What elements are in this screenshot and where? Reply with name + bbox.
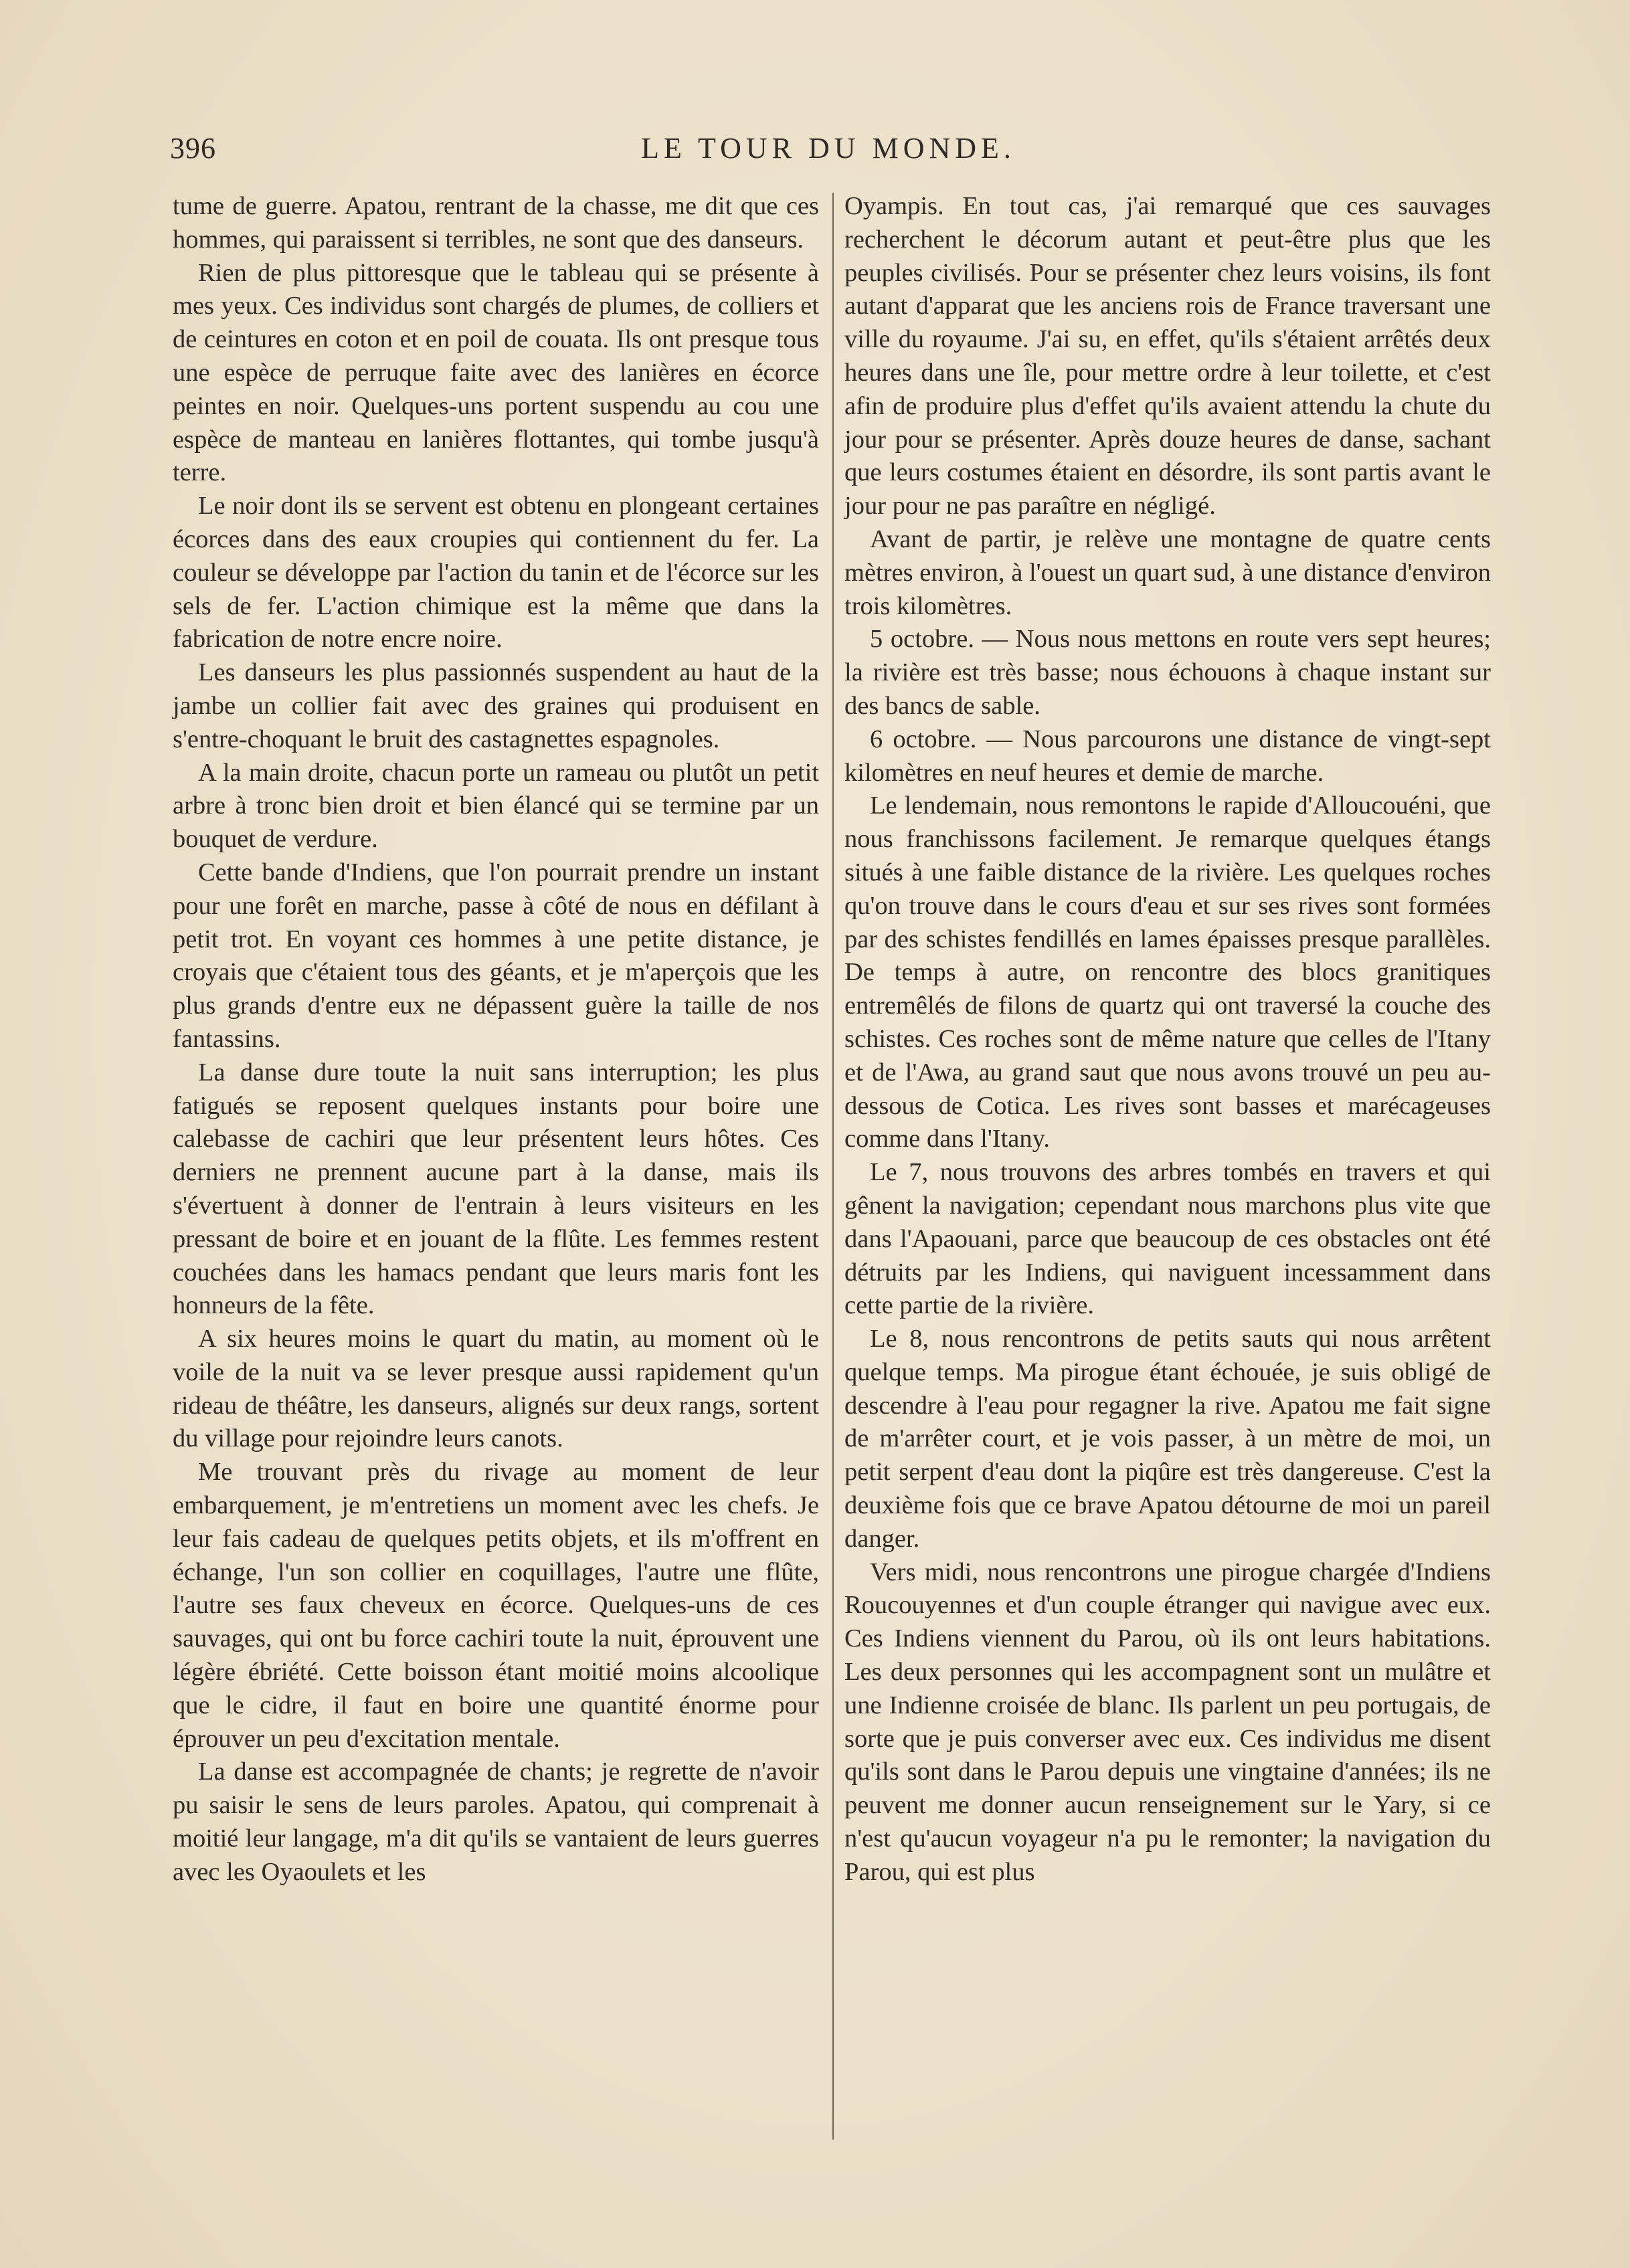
paragraph: Avant de partir, je relève une montagne de quatre cents mètres environ, à l'ouest un quart sud, à une distance d'environ trois kilomètres. (844, 525, 1491, 620)
running-title: LE TOUR DU MONDE. (641, 132, 1016, 165)
paragraph: La danse dure toute la nuit sans interruption; les plus fatigués se reposent quelques instants pour boire une calebasse de cachiri que leur présentent leurs hôtes. Ces derniers ne prennent aucune part à la danse, mais ils s'évertuent à donner de l'entrain à leurs visiteurs en les pressant de boire et en jouant de la flûte. Les femmes restent couchées dans les hamacs pendant que leurs maris font les honneurs de la fête. (173, 1058, 819, 1320)
paragraph: A la main droite, chacun porte un rameau ou plutôt un petit arbre à tronc bien droit et bien élancé qui se termine par un bouquet de verdure. (173, 758, 819, 854)
paragraph: Le 7, nous trouvons des arbres tombés en travers et qui gênent la navigation; cependant nous marchons plus vite que dans l'Apaouani, parce que beaucoup de ces obstacles ont été détruits par les Indiens, qui naviguent incessamment dans cette partie de la rivière. (844, 1158, 1491, 1320)
paragraph: Rien de plus pittoresque que le tableau qui se présente à mes yeux. Ces individus sont chargés de plumes, de colliers et de ceintures en coton et en poil de couata. Ils ont presque tous une espèce de perruque faite avec des lanières en écorce peintes en noir. Quelques-uns portent suspendu au cou une espèce de manteau en lanières flottantes, qui tombe jusqu'à terre. (173, 258, 819, 487)
paragraph: Le lendemain, nous remontons le rapide d'Alloucouéni, que nous franchissons facilement. Je remarque quelques étangs situés à une faible distance de la rivière. Les quelques roches qu'on trouve dans le cours d'eau et sur ses rives sont formées par des schistes fendillés en lames épaisses presque parallèles. De temps à autre, on rencontre des blocs granitiques entremêlés de filons de quartz qui ont traversé la couche des schistes. Ces roches sont de même nature que celles de l'Itany et de l'Awa, au grand saut que nous avons trouvé un peu au-dessous de Cotica. Les rives sont basses et marécageuses comme dans l'Itany. (844, 791, 1491, 1153)
paragraph: Vers midi, nous rencontrons une pirogue chargée d'Indiens Roucouyennes et d'un couple étranger qui navigue avec eux. Ces Indiens viennent du Parou, où ils ont leurs habitations. Les deux personnes qui les accompagnent sont un mulâtre et une Indienne croisée de blanc. Ils parlent un peu portugais, de sorte que je puis converser avec eux. Ces individus me disent qu'ils sont dans le Parou depuis une vingtaine d'années; ils ne peuvent me donner aucun renseignement sur le Yary, si ce n'est qu'aucun voyageur n'a pu le remonter; la navigation du Parou, qui est plus (844, 1557, 1491, 1886)
paragraph: La danse est accompagnée de chants; je regrette de n'avoir pu saisir le sens de leurs paroles. Apatou, qui comprenait à moitié leur langage, m'a dit qu'ils se vantaient de leurs guerres avec les Oyaoulets et les (173, 1758, 819, 1886)
right-column (844, 190, 1491, 2144)
paragraph: Les danseurs les plus passionnés suspendent au haut de la jambe un collier fait avec des graines qui produisent en s'entre-choquant le bruit des castagnettes espagnoles. (173, 658, 819, 753)
left-column (173, 190, 819, 2144)
column-divider (832, 193, 834, 2140)
paragraph: A six heures moins le quart du matin, au moment où le voile de la nuit va se lever presque aussi rapidement qu'un rideau de théâtre, les danseurs, alignés sur deux rangs, sortent du village pour rejoindre leurs canots. (173, 1325, 819, 1453)
paragraph: 6 octobre. — Nous parcourons une distance de vingt-sept kilomètres en neuf heures et demie de marche. (844, 725, 1491, 787)
page-header (170, 131, 1487, 171)
paragraph: Le 8, nous rencontrons de petits sauts qui nous arrêtent quelque temps. Ma pirogue étant échouée, je suis obligé de descendre à l'eau pour regagner la rive. Apatou me fait signe de m'arrêter court, et je vois passer, à un mètre de moi, un petit serpent d'eau dont la piqûre est très dangereuse. C'est la deuxième fois que ce brave Apatou détourne de moi un pareil danger. (844, 1325, 1491, 1553)
page-number: 396 (170, 132, 216, 165)
paragraph: Cette bande d'Indiens, que l'on pourrait prendre un instant pour une forêt en marche, passe à côté de nous en défilant à petit trot. En voyant ces hommes à une petite distance, je croyais que c'étaient tous des géants, et je m'aperçois que les plus grands d'entre eux ne dépassent guère la taille de nos fantassins. (173, 858, 819, 1053)
paragraph: Le noir dont ils se servent est obtenu en plongeant certaines écorces dans des eaux croupies qui contiennent du fer. La couleur se développe par l'action du tanin et de l'écorce sur les sels de fer. L'action chimique est la même que dans la fabrication de notre encre noire. (173, 492, 819, 654)
paragraph: Me trouvant près du rivage au moment de leur embarquement, je m'entretiens un moment avec les chefs. Je leur fais cadeau de quelques petits objets, et ils m'offrent en échange, l'un son collier en coquillages, l'autre une flûte, l'autre ses faux cheveux en écorce. Quelques-uns de ces sauvages, qui ont bu force cachiri toute la nuit, éprouvent une légère ébriété. Cette boisson étant moitié moins alcoolique que le cidre, il faut en boire une quantité énorme pour éprouver un peu d'excitation mentale. (173, 1458, 819, 1753)
paragraph: 5 octobre. — Nous nous mettons en route vers sept heures; la rivière est très basse; nous échouons à chaque instant sur des bancs de sable. (844, 625, 1491, 720)
paragraph: Oyampis. En tout cas, j'ai remarqué que ces sauvages recherchent le décorum autant et peut-être plus que les peuples civilisés. Pour se présenter chez leurs voisins, ils font autant d'apparat que les anciens rois de France traversant une ville du royaume. J'ai su, en effet, qu'ils s'étaient arrêtés deux heures dans une île, pour mettre ordre à leur toilette, et c'est afin de produire plus d'effet qu'ils avaient attendu la chute du jour pour se présenter. Après douze heures de danse, sachant que leurs costumes étaient en désordre, ils sont partis avant le jour pour ne pas paraître en négligé. (844, 192, 1491, 521)
paragraph: tume de guerre. Apatou, rentrant de la chasse, me dit que ces hommes, qui paraissent si terribles, ne sont que des danseurs. (173, 192, 819, 254)
